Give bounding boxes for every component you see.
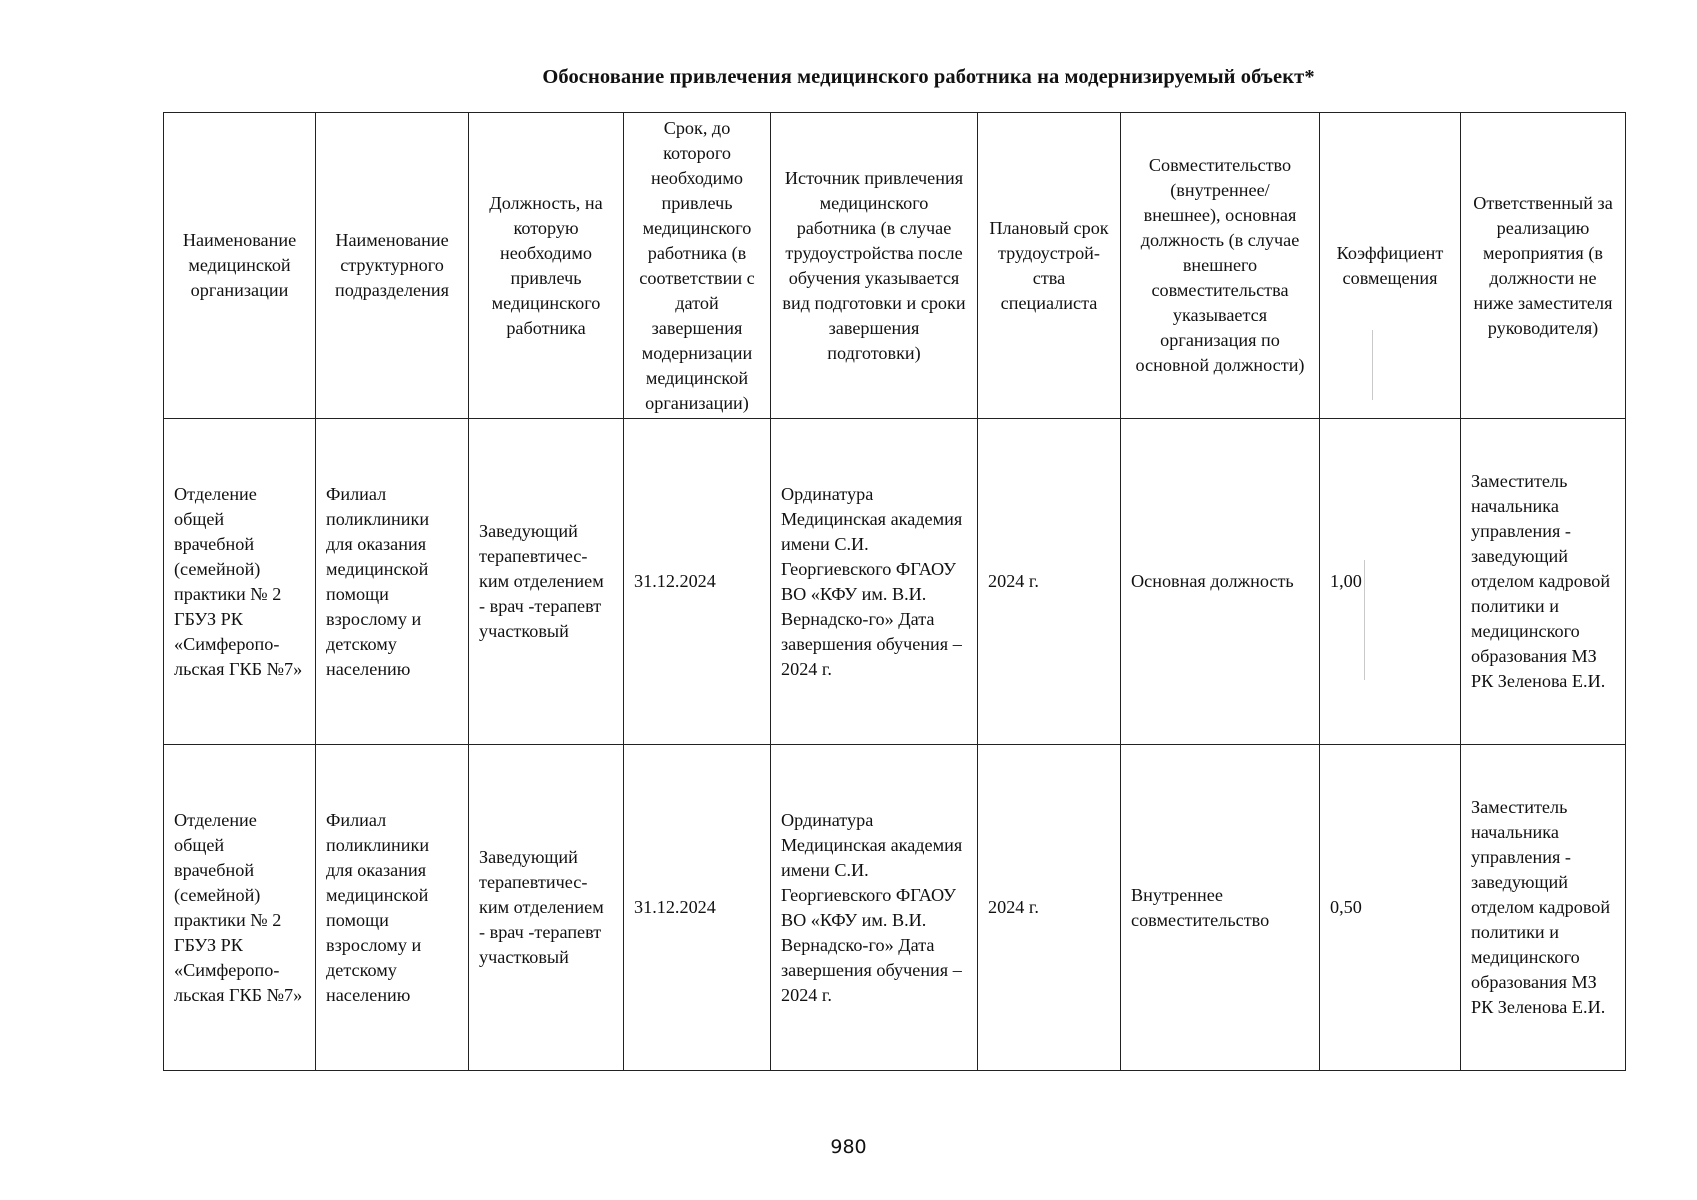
header-org: Наименование медицинской организации xyxy=(164,113,316,419)
cell-position: Заведующий терапевтичес-ким отделением - врач -терапевт участковый xyxy=(469,419,624,745)
cell-combination: Основная должность xyxy=(1121,419,1320,745)
cell-position: Заведующий терапевтичес-ким отделением - врач -терапевт участковый xyxy=(469,745,624,1071)
header-position: Должность, на которую необходимо привлечь медицинского работника xyxy=(469,113,624,419)
scan-artifact xyxy=(1372,330,1373,400)
cell-org: Отделение общей врачебной (семейной) практики № 2 ГБУЗ РК «Симферопо-льская ГКБ №7» xyxy=(164,419,316,745)
cell-org: Отделение общей врачебной (семейной) практики № 2 ГБУЗ РК «Симферопо-льская ГКБ №7» xyxy=(164,745,316,1071)
cell-responsible: Заместитель начальника управления - заведующий отделом кадровой политики и медицинского образования МЗ РК Зеленова Е.И. xyxy=(1461,745,1626,1071)
cell-responsible: Заместитель начальника управления - заведующий отделом кадровой политики и медицинского образования МЗ РК Зеленова Е.И. xyxy=(1461,419,1626,745)
header-planned: Плановый срок трудоустрой-ства специалиста xyxy=(978,113,1121,419)
cell-source: Ординатура Медицинская академия имени С.И. Георгиевского ФГАОУ ВО «КФУ им. В.И. Вернадско-го» Дата завершения обучения – 2024 г. xyxy=(771,745,978,1071)
table-header-row xyxy=(164,113,1626,419)
cell-deadline: 31.12.2024 xyxy=(624,419,771,745)
header-source: Источник привлечения медицинского работника (в случае трудоустройства после обучения указывается вид подготовки и сроки завершения подготовки) xyxy=(771,113,978,419)
cell-unit: Филиал поликлиники для оказания медицинской помощи взрослому и детскому населению xyxy=(316,419,469,745)
cell-source: Ординатура Медицинская академия имени С.И. Георгиевского ФГАОУ ВО «КФУ им. В.И. Вернадско-го» Дата завершения обучения – 2024 г. xyxy=(771,419,978,745)
cell-coefficient: 0,50 xyxy=(1320,745,1461,1071)
header-deadline: Срок, до которого необходимо привлечь медицинского работника (в соответствии с датой завершения модернизации медицинской организации) xyxy=(624,113,771,419)
header-responsible: Ответственный за реализацию мероприятия (в должности не ниже заместителя руководителя) xyxy=(1461,113,1626,419)
cell-deadline: 31.12.2024 xyxy=(624,745,771,1071)
header-unit: Наименование структурного подразделения xyxy=(316,113,469,419)
header-coefficient: Коэффициент совмещения xyxy=(1320,113,1461,419)
cell-planned: 2024 г. xyxy=(978,745,1121,1071)
staffing-table xyxy=(163,112,1626,1071)
scan-artifact xyxy=(1364,560,1365,680)
header-combination: Совместительство (внутреннее/ внешнее), основная должность (в случае внешнего совместительства указывается организация по основной должности) xyxy=(1121,113,1320,419)
document-title: Обоснование привлечения медицинского работника на модернизируемый объект* xyxy=(542,66,1315,88)
table-row xyxy=(164,745,1626,1071)
cell-planned: 2024 г. xyxy=(978,419,1121,745)
page-number: 980 xyxy=(830,1136,867,1158)
cell-unit: Филиал поликлиники для оказания медицинской помощи взрослому и детскому населению xyxy=(316,745,469,1071)
table-row xyxy=(164,419,1626,745)
cell-combination: Внутреннее совместительство xyxy=(1121,745,1320,1071)
cell-coefficient: 1,00 xyxy=(1320,419,1461,745)
